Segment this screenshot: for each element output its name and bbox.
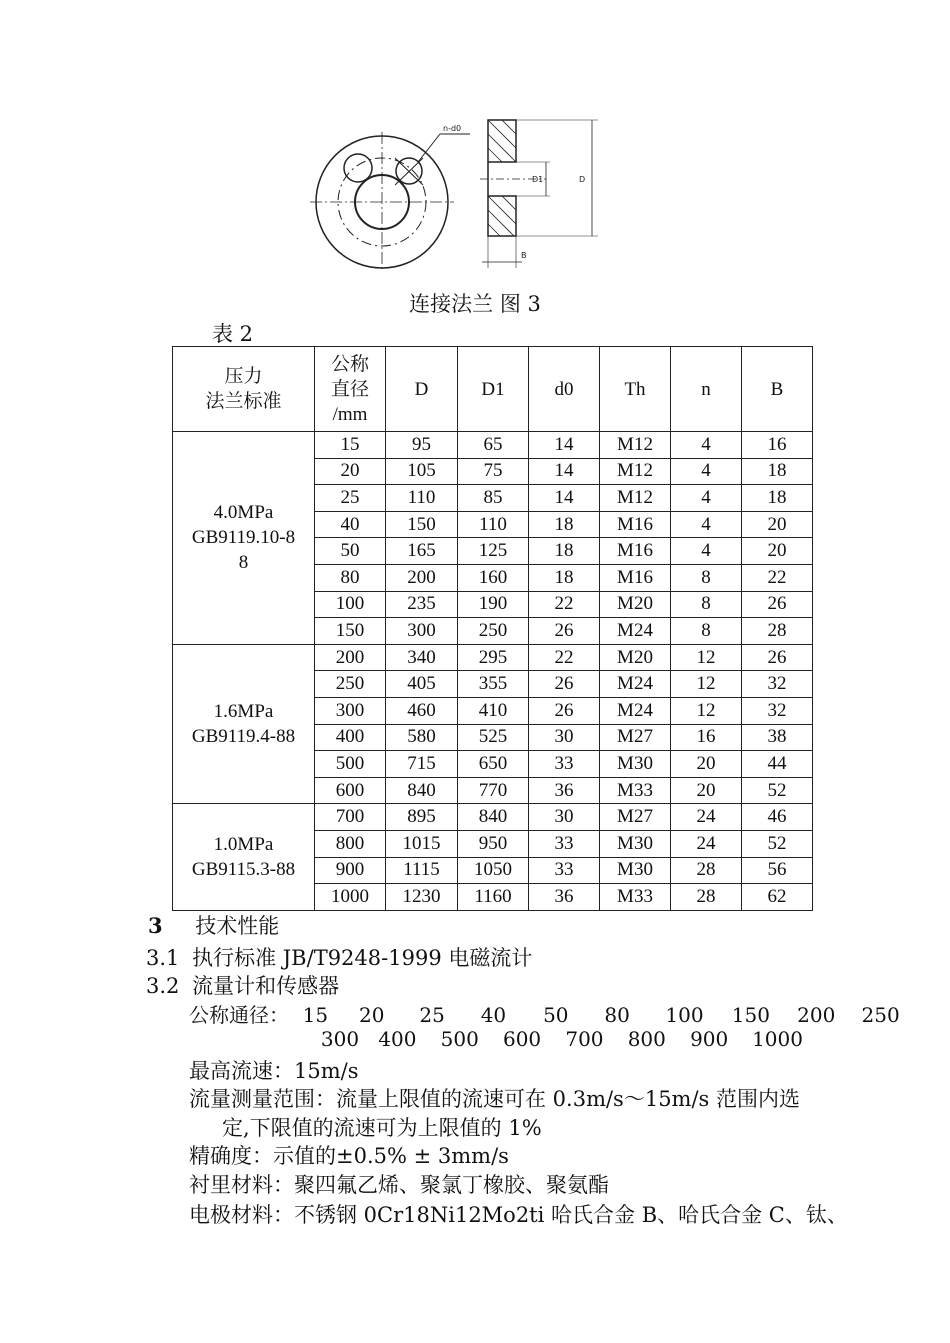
nominal-size: 80 <box>604 1003 630 1027</box>
table-cell: M27 <box>600 724 671 751</box>
table-cell: 150 <box>315 618 386 645</box>
pressure-standard-cell <box>173 432 315 645</box>
table-cell: 900 <box>315 857 386 884</box>
nominal-size: 25 <box>419 1003 445 1027</box>
header-nominal-line: 公称 <box>330 353 369 375</box>
flange-drawing <box>300 110 620 280</box>
table-cell: M33 <box>600 884 671 911</box>
table-cell: 12 <box>671 644 742 671</box>
table-cell: 18 <box>529 538 600 565</box>
table-cell: 30 <box>529 804 600 831</box>
electrode-material: 电极材料：不锈钢 0Cr18Ni12Mo2ti 哈氏合金 B、哈氏合金 C、钛、 <box>189 1203 848 1227</box>
table-cell: M30 <box>600 751 671 778</box>
table-cell: 800 <box>315 830 386 857</box>
table-cell: 1160 <box>458 884 529 911</box>
label-n-d0: n-d0 <box>443 124 462 133</box>
table-cell: 4 <box>671 485 742 512</box>
table-cell: 300 <box>386 618 458 645</box>
table-cell: 18 <box>529 511 600 538</box>
table-cell: 355 <box>458 671 529 698</box>
table-cell: 14 <box>529 458 600 485</box>
table-cell: 340 <box>386 644 458 671</box>
table-cell: 30 <box>529 724 600 751</box>
table-cell: 300 <box>315 697 386 724</box>
nominal-size: 1000 <box>752 1027 803 1051</box>
table-cell: 4 <box>671 538 742 565</box>
table-cell: 40 <box>315 511 386 538</box>
table-cell: 1230 <box>386 884 458 911</box>
table-cell: 150 <box>386 511 458 538</box>
table-cell: 600 <box>315 777 386 804</box>
table-cell: 18 <box>742 485 813 512</box>
table-cell: 400 <box>315 724 386 751</box>
table-row <box>173 644 813 671</box>
table-cell: 25 <box>315 485 386 512</box>
table-row <box>173 804 813 831</box>
table-cell: 52 <box>742 777 813 804</box>
table-cell: 22 <box>742 564 813 591</box>
table-cell: 1000 <box>315 884 386 911</box>
pressure-standard-line: 4.0MPa <box>213 502 274 524</box>
table-cell: 95 <box>386 432 458 459</box>
table-cell: 190 <box>458 591 529 618</box>
table-cell: 8 <box>671 618 742 645</box>
table-cell: 44 <box>742 751 813 778</box>
nominal-size: 20 <box>358 1003 385 1027</box>
table-cell: M30 <box>600 830 671 857</box>
table-cell: 22 <box>529 591 600 618</box>
table-cell: 80 <box>315 564 386 591</box>
table-cell: 525 <box>458 724 529 751</box>
table-cell: 125 <box>458 538 529 565</box>
section-3-2-number: 3.2 <box>146 974 180 998</box>
pressure-standard-line: 8 <box>238 552 249 574</box>
header-group-line: 法兰标准 <box>205 391 282 412</box>
table-cell: 22 <box>529 644 600 671</box>
pressure-standard-line: 1.0MPa <box>213 834 274 855</box>
table-cell: M12 <box>600 485 671 512</box>
nominal-size: 150 <box>731 1003 770 1027</box>
table-cell: 32 <box>742 671 813 698</box>
table-cell: 28 <box>671 857 742 884</box>
table-cell: 110 <box>458 511 529 538</box>
figure-caption: 连接法兰 图 3 <box>409 292 541 316</box>
nominal-size: 250 <box>861 1003 900 1027</box>
flange-front-view <box>310 132 470 270</box>
table-cell: 580 <box>386 724 458 751</box>
table-cell: 33 <box>529 857 600 884</box>
nominal-size: 50 <box>543 1003 569 1027</box>
table-cell: 405 <box>386 671 458 698</box>
flange-spec-table <box>172 346 813 911</box>
section-3-1 <box>146 942 532 972</box>
table-cell: 36 <box>529 884 600 911</box>
header-group <box>173 347 315 432</box>
pressure-standard-cell <box>173 644 315 804</box>
table-cell: 770 <box>458 777 529 804</box>
header-D: D <box>386 347 458 432</box>
section-top <box>488 120 516 162</box>
table-cell: M12 <box>600 458 671 485</box>
table-cell: 1015 <box>386 830 458 857</box>
table-cell: M16 <box>600 511 671 538</box>
label-D1: D1 <box>532 175 544 184</box>
header-Th: Th <box>600 347 671 432</box>
table-cell: 105 <box>386 458 458 485</box>
table-cell: 85 <box>458 485 529 512</box>
table-cell: 33 <box>529 830 600 857</box>
table-cell: 15 <box>315 432 386 459</box>
nominal-size: 600 <box>502 1027 542 1051</box>
section-3-heading <box>148 910 279 940</box>
table-cell: 110 <box>386 485 458 512</box>
table-cell: 26 <box>529 697 600 724</box>
table-cell: 62 <box>742 884 813 911</box>
table-cell: 165 <box>386 538 458 565</box>
accuracy: 精确度：示值的±0.5% ± 3mm/s <box>189 1144 509 1168</box>
bolt-hole-left <box>344 154 372 182</box>
table-cell: 52 <box>742 830 813 857</box>
table-cell: 250 <box>458 618 529 645</box>
table-cell: 16 <box>671 724 742 751</box>
section-3-1-text: 执行标准 JB/T9248-1999 电磁流计 <box>192 946 533 970</box>
nominal-size: 400 <box>378 1027 417 1051</box>
label-D: D <box>579 175 586 184</box>
table-cell: 500 <box>315 751 386 778</box>
section-3-title: 技术性能 <box>195 914 280 938</box>
header-nominal-line: 直径 <box>330 378 369 400</box>
table-cell: 4 <box>671 432 742 459</box>
nominal-size: 900 <box>690 1027 729 1051</box>
table-cell: 650 <box>458 751 529 778</box>
table-cell: 4 <box>671 511 742 538</box>
table-cell: M24 <box>600 618 671 645</box>
table-cell: 20 <box>315 458 386 485</box>
table-cell: 24 <box>671 830 742 857</box>
table-cell: 24 <box>671 804 742 831</box>
nominal-size: 700 <box>565 1027 604 1051</box>
table-cell: 20 <box>671 751 742 778</box>
table-cell: 100 <box>315 591 386 618</box>
table-cell: 840 <box>386 777 458 804</box>
table-cell: M16 <box>600 538 671 565</box>
table-cell: 18 <box>742 458 813 485</box>
table-cell: 950 <box>458 830 529 857</box>
header-D1: D1 <box>458 347 529 432</box>
table-cell: 715 <box>386 751 458 778</box>
table-cell: M24 <box>600 671 671 698</box>
table-cell: 20 <box>742 538 813 565</box>
table-cell: 8 <box>671 564 742 591</box>
header-nominal <box>315 347 386 432</box>
measurement-range-line-1: 流量测量范围：流量上限值的流速可在 0.3m/s～15m/s 范围内选 <box>189 1087 800 1111</box>
table-cell: 295 <box>458 644 529 671</box>
nominal-size: 100 <box>665 1003 704 1027</box>
table-cell: 32 <box>742 697 813 724</box>
table-cell: 12 <box>671 697 742 724</box>
label-B: B <box>521 251 527 260</box>
table-cell: 33 <box>529 751 600 778</box>
table-cell: 16 <box>742 432 813 459</box>
table-cell: 700 <box>315 804 386 831</box>
table-cell: 895 <box>386 804 458 831</box>
header-group-line: 压力 <box>224 366 263 387</box>
measurement-range-line-2: 定,下限值的流速可为上限值的 1% <box>222 1116 542 1140</box>
pressure-standard-line: GB9115.3-88 <box>191 859 296 880</box>
nominal-label: 公称通径： <box>189 1003 289 1027</box>
nominal-sizes-row-2 <box>318 1027 813 1051</box>
table-cell: 1115 <box>386 857 458 884</box>
table-cell: M24 <box>600 697 671 724</box>
section-3-2-text: 流量计和传感器 <box>192 974 340 998</box>
table-cell: 14 <box>529 485 600 512</box>
table-cell: 460 <box>386 697 458 724</box>
nominal-size: 800 <box>627 1027 666 1051</box>
header-d0: d0 <box>529 347 600 432</box>
table-cell: 50 <box>315 538 386 565</box>
section-3-number: 3 <box>148 913 163 938</box>
table-body <box>173 432 813 911</box>
table-cell: 160 <box>458 564 529 591</box>
table-cell: 28 <box>742 618 813 645</box>
nominal-size: 40 <box>480 1003 507 1027</box>
table-cell: 840 <box>458 804 529 831</box>
table-cell: M20 <box>600 591 671 618</box>
table-cell: 250 <box>315 671 386 698</box>
table-cell: 26 <box>742 644 813 671</box>
table-cell: M16 <box>600 564 671 591</box>
table-cell: 38 <box>742 724 813 751</box>
header-B: B <box>742 347 813 432</box>
table-cell: 18 <box>529 564 600 591</box>
section-3-1-number: 3.1 <box>146 946 180 970</box>
table-cell: 65 <box>458 432 529 459</box>
table-cell: 28 <box>671 884 742 911</box>
table-cell: 26 <box>529 671 600 698</box>
table-cell: 75 <box>458 458 529 485</box>
lining-material: 衬里材料：聚四氟乙烯、聚氯丁橡胶、聚氨酯 <box>189 1173 609 1197</box>
table-cell: 26 <box>742 591 813 618</box>
table-cell: 200 <box>386 564 458 591</box>
table-cell: 26 <box>529 618 600 645</box>
table-cell: 14 <box>529 432 600 459</box>
section-bottom <box>488 196 516 236</box>
nominal-sizes-row-1 <box>189 999 909 1028</box>
table-header-row <box>173 347 813 432</box>
max-velocity: 最高流速：15m/s <box>189 1059 359 1083</box>
table-cell: 46 <box>742 804 813 831</box>
table-cell: 1050 <box>458 857 529 884</box>
table-row <box>173 432 813 459</box>
table-cell: 8 <box>671 591 742 618</box>
table-cell: 56 <box>742 857 813 884</box>
table-cell: 235 <box>386 591 458 618</box>
table-cell: M20 <box>600 644 671 671</box>
nominal-size: 200 <box>797 1003 836 1027</box>
nominal-size: 500 <box>440 1027 479 1051</box>
section-3-2 <box>146 970 339 1000</box>
table-cell: 4 <box>671 458 742 485</box>
nominal-size: 300 <box>320 1027 360 1051</box>
nominal-size: 15 <box>302 1003 329 1027</box>
pressure-standard-line: GB9119.10-8 <box>191 527 296 549</box>
header-nominal-line: /mm <box>332 403 368 425</box>
table-cell: M33 <box>600 777 671 804</box>
table-cell: 410 <box>458 697 529 724</box>
table-cell: 20 <box>671 777 742 804</box>
table-cell: 12 <box>671 671 742 698</box>
pressure-standard-line: 1.6MPa <box>213 701 274 723</box>
table-cell: M12 <box>600 432 671 459</box>
table-cell: 200 <box>315 644 386 671</box>
table-cell: M27 <box>600 804 671 831</box>
pressure-standard-cell <box>173 804 315 910</box>
header-n: n <box>671 347 742 432</box>
flange-section-view <box>480 120 598 268</box>
table-cell: M30 <box>600 857 671 884</box>
pressure-standard-line: GB9119.4-88 <box>191 726 296 748</box>
table-label: 表 2 <box>212 322 254 346</box>
table-cell: 36 <box>529 777 600 804</box>
table-cell: 20 <box>742 511 813 538</box>
